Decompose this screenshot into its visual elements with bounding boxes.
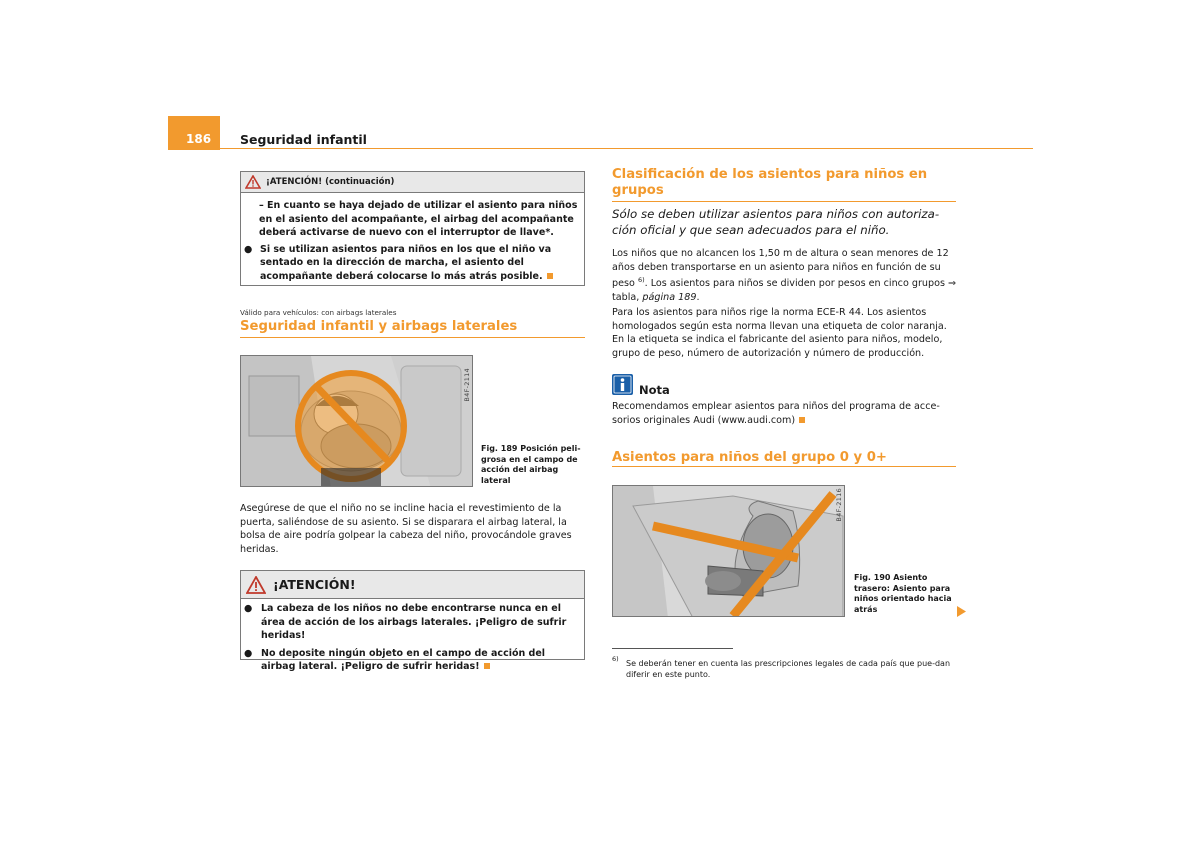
bullet-icon: ● — [244, 603, 253, 614]
figure-189-image — [240, 355, 473, 487]
para1-text-b: . Los asientos para niños se dividen por pesos en cinco grupos — [644, 278, 945, 290]
figure-189-caption: Fig. 189 Posición peli-grosa en el campo de acción del airbag lateral — [481, 444, 581, 485]
page-title: Seguridad infantil — [240, 132, 367, 147]
warning-bullet-2 — [241, 643, 584, 674]
warning-bullet-2-content: No deposite ningún objeto en el campo de acción del airbag lateral. ¡Peligro de sufrir heridas! — [261, 647, 546, 672]
validity-note: Válido para vehículos: con airbags laterales — [240, 308, 397, 317]
section-title-classification: Clasificación de los asientos para niños en grupos — [612, 167, 928, 198]
page-number: 186 — [186, 132, 212, 146]
page-reference-link[interactable]: página 189 — [642, 291, 697, 303]
warning-continuation-item — [241, 193, 584, 240]
figure-190-code: B4F-2116 — [835, 488, 843, 522]
warning-continuation-box — [240, 171, 585, 286]
warning-continuation-header — [241, 172, 584, 193]
warning-header — [241, 571, 584, 599]
note-text — [612, 400, 957, 427]
section-divider — [612, 466, 956, 467]
warning-box — [240, 570, 585, 672]
note-title: Nota — [639, 383, 670, 397]
warning-continuation-title: ¡ATENCIÓN! (continuación) — [266, 177, 395, 187]
end-marker-icon — [484, 663, 490, 669]
warning-continuation-bullet — [241, 240, 584, 284]
warning-bullet-text — [260, 243, 580, 284]
warning-item-text: – En cuanto se haya dejado de utilizar el asiento para niños en el asiento del acompañante, el airbag del acompañante deberá activarse de nuevo con el interruptor de llave*. — [259, 200, 578, 238]
figure-190-caption: Fig. 190 Asiento trasero: Asiento para niños orientado hacia atrás — [854, 573, 952, 614]
continue-arrow-icon — [957, 606, 966, 617]
table-reference-arrow: ⇒ tabla, — [612, 278, 957, 303]
warning-triangle-icon — [246, 576, 266, 594]
section-divider — [612, 201, 956, 202]
rear-facing-seat-illustration — [613, 486, 845, 617]
classification-paragraph-2: Para los asientos para niños rige la norma ECE-R 44. Los asientos homologados según esta norma llevan una etiqueta de color naranja. En la etiqueta se indica el fabricante del asiento para niños, modelo, grupo de peso, número de autorización y número de producción. — [612, 307, 947, 359]
section-title-group-0: Asientos para niños del grupo 0 y 0+ — [612, 450, 887, 465]
footnote-mark: 6) — [612, 655, 619, 663]
para1-text-a: Los niños que no alcancen los 1,50 m de altura o sean menores de 12 años deben transportarse en un asiento para niños en función de su peso — [612, 248, 949, 290]
figure-190-image — [612, 485, 845, 617]
warning-triangle-icon — [245, 175, 261, 189]
footnote-text: Se deberán tener en cuenta las prescripciones legales de cada país que pue-dan diferir en este punto. — [626, 659, 951, 679]
side-airbag-paragraph: Asegúrese de que el niño no se incline hacia el revestimiento de la puerta, saliéndose de su asiento. Si se disparara el airbag lateral, la bolsa de aire podría golpear la cabeza del niño, provocándole graves heridas. — [240, 503, 572, 555]
child-airbag-illustration — [241, 356, 473, 487]
warning-bullet-1 — [241, 599, 584, 643]
warning-bullet-content: Si se utilizan asientos para niños en los que el niño va sentado en la dirección de marcha, el asiento del acompañante deberá colocarse lo más atrás posible. — [260, 243, 552, 282]
lead-paragraph: Sólo se deben utilizar asientos para niños con autoriza-ción oficial y que sean adecuados para el niño. — [612, 207, 940, 237]
footnote-reference[interactable]: 6) — [637, 276, 645, 285]
section-title-side-airbags: Seguridad infantil y airbags laterales — [240, 319, 518, 334]
info-icon — [612, 374, 633, 395]
header-divider — [168, 148, 1033, 149]
classification-paragraph-1: Los niños que no alcancen los 1,50 m de altura o sean menores de 12 años deben transportarse en un asiento para niños en función de su peso $^{6)}$. Los asientos para niños se dividen por pesos en cinco grupos ⇒ tabla, página 189. — [612, 248, 957, 303]
note-content: Recomendamos emplear asientos para niños del programa de acce-sorios originales Audi (www.audi.com) — [612, 401, 940, 426]
warning-bullet-2-text — [261, 647, 580, 674]
bullet-icon: ● — [244, 647, 253, 659]
end-marker-icon — [547, 273, 553, 279]
section-divider — [240, 337, 585, 338]
bullet-icon: ● — [244, 243, 253, 255]
end-marker-icon — [799, 417, 805, 423]
warning-title: ¡ATENCIÓN! — [273, 577, 356, 592]
footnote-rule — [612, 648, 733, 649]
figure-189-code: B4F-2114 — [463, 368, 471, 402]
warning-bullet-1-text: La cabeza de los niños no debe encontrarse nunca en el área de acción de los airbags laterales. ¡Peligro de sufrir heridas! — [261, 603, 567, 641]
